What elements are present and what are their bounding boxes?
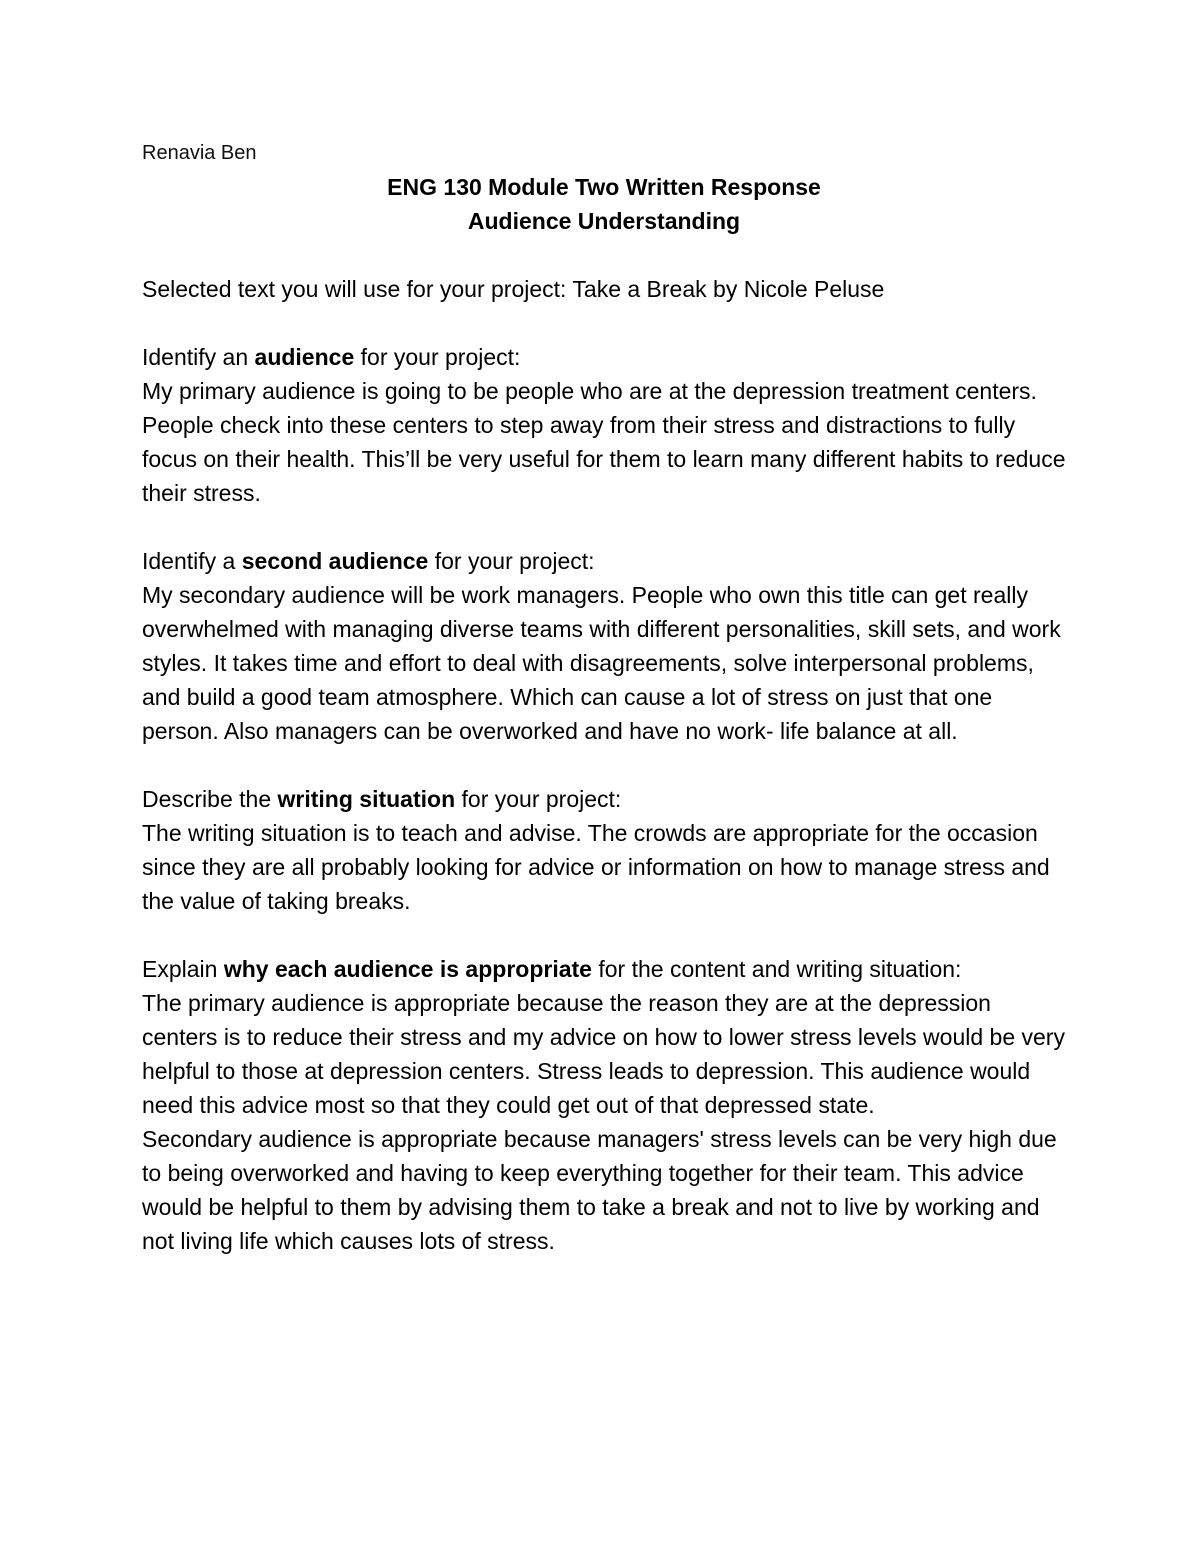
section-writing-situation xyxy=(142,782,1072,918)
section-audience-appropriateness xyxy=(142,952,1072,1258)
selected-text-section xyxy=(142,272,1072,306)
document-subtitle: Audience Understanding xyxy=(467,208,741,234)
section-second-audience xyxy=(142,544,1072,748)
section-answer: Secondary audience is appropriate because managers' stress levels can be very high due to being overworked and having to keep everything together for their team. This advice would be helpful to them by advising them to take a break and not to live by working and not living life which causes lots of stress. xyxy=(142,1126,1057,1254)
section-prompt xyxy=(142,340,1072,374)
section-answer: The primary audience is appropriate because the reason they are at the depression centers is to reduce their stress and my advice on how to lower stress levels would be very helpful to those at depression centers. Stress leads to depression. This audience would need this advice most so that they could get out of that depressed state. xyxy=(142,990,1065,1118)
section-answer: My primary audience is going to be people who are at the depression treatment centers. People check into these centers to step away from their stress and distractions to fully focus on their health. This’ll be very useful for them to learn many different habits to reduce their stress. xyxy=(142,378,1066,506)
prompt-text: for your project: xyxy=(354,344,521,370)
prompt-bold-text: second audience xyxy=(241,548,429,574)
section-prompt xyxy=(142,544,1072,578)
prompt-text: for your project: xyxy=(455,786,622,812)
prompt-text: Identify a xyxy=(142,548,242,574)
prompt-bold-text: writing situation xyxy=(277,786,456,812)
prompt-text: Identify an xyxy=(142,344,255,370)
selected-text-line: Selected text you will use for your project: Take a Break by Nicole Peluse xyxy=(142,276,885,302)
author-name: Renavia Ben xyxy=(142,142,257,164)
section-answer: The writing situation is to teach and advise. The crowds are appropriate for the occasion since they are all probably looking for advice or information on how to manage stress and the value of taking breaks. xyxy=(142,820,1050,914)
section-primary-audience xyxy=(142,340,1072,510)
title-block xyxy=(142,170,1066,238)
document-content xyxy=(142,138,1072,1292)
section-prompt xyxy=(142,782,1072,816)
section-prompt xyxy=(142,952,1072,986)
prompt-text: Describe the xyxy=(142,786,278,812)
prompt-text: Explain xyxy=(142,956,224,982)
document-title: ENG 130 Module Two Written Response xyxy=(387,174,821,200)
prompt-bold-text: why each audience is appropriate xyxy=(223,956,592,982)
section-answer: My secondary audience will be work managers. People who own this title can get really overwhelmed with managing diverse teams with different personalities, skill sets, and work styles. It takes time and effort to deal with disagreements, solve interpersonal problems, and build a good team atmosphere. Which can cause a lot of stress on just that one person. Also managers can be overworked and have no work- life balance at all. xyxy=(142,582,1061,744)
prompt-bold-text: audience xyxy=(254,344,355,370)
prompt-text: for the content and writing situation: xyxy=(591,956,962,982)
prompt-text: for your project: xyxy=(428,548,595,574)
